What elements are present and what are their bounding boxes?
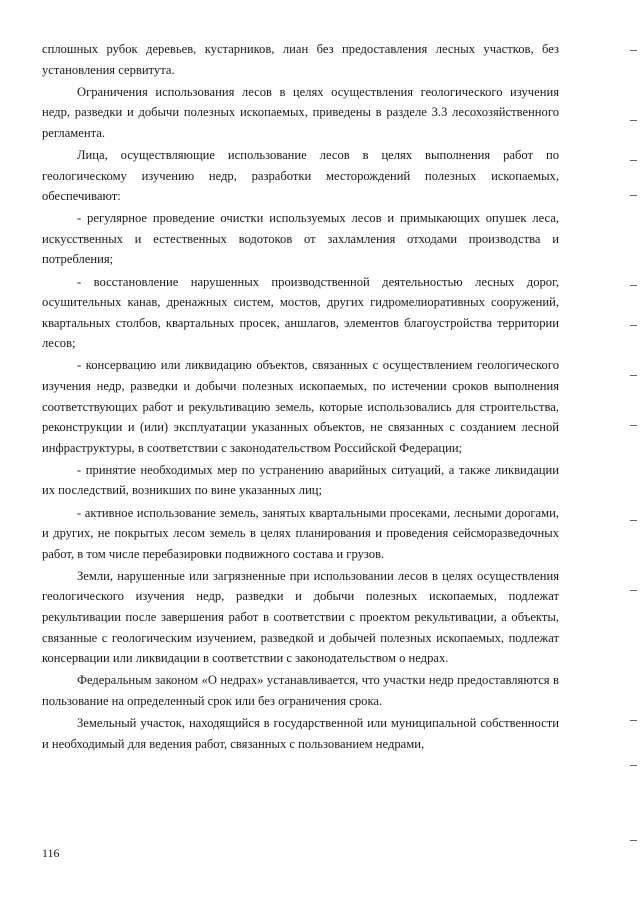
- page-number: 116: [42, 846, 60, 860]
- scan-edge-mark: [630, 590, 637, 591]
- scan-edge-mark: [630, 375, 637, 376]
- scan-edge-mark: [630, 720, 637, 721]
- paragraph-restrictions: Ограничения использования лесов в целях осуществления геологического изучения недр, разведки и добычи полезных ископаемых, приведены в разделе 3.3 лесохозяйственного регламента.: [42, 84, 559, 140]
- scan-edge-mark: [630, 50, 637, 51]
- list-item-restoration: - восстановление нарушенных производственной деятельностью лесных дорог, осушительных канав, дренажных систем, мостов, других гидромелиоративных сооружений, квартальных столбов, квартальных просек, аншлагов, элементов благоустройства территории лесов;: [42, 274, 559, 351]
- list-item-conservation: - консервацию или ликвидацию объектов, связанных с осуществлением геологического изучения недр, разведки и добычи полезных ископаемых, по истечении сроков выполнения соответствующих работ и рекультивацию земель, которые использовались для строительства, реконструкции и (или) эксплуатации указанных объектов, не связанных с созданием лесной инфраструктуры, в соответствии с законодательством Российской Федерации;: [42, 358, 559, 455]
- scan-edge-mark: [630, 160, 637, 161]
- scan-edge-mark: [630, 285, 637, 286]
- body-text: [42, 39, 559, 756]
- list-item-emergency: - принятие необходимых мер по устранению аварийных ситуаций, а также ликвидации их последствий, возникших по вине указанных лиц;: [42, 462, 559, 498]
- scan-edge-mark: [630, 120, 637, 121]
- paragraph-land-plot: Земельный участок, находящийся в государственной или муниципальной собственности и необходимый для ведения работ, связанных с пользованием недрами,: [42, 716, 559, 751]
- paragraph-persons: Лица, осуществляющие использование лесов в целях выполнения работ по геологическому изучению недр, разработки месторождений полезных ископаемых, обеспечивают:: [42, 147, 559, 204]
- paragraph-continuation: сплошных рубок деревьев, кустарников, лиан без предоставления лесных участков, без установления сервитута.: [42, 42, 559, 77]
- scan-edge-mark: [630, 520, 637, 521]
- scan-edge-mark: [630, 840, 637, 841]
- scan-edge-mark: [630, 425, 637, 426]
- list-item-active-use: - активное использование земель, занятых квартальными просеками, лесными дорогами, и других, не покрытых лесом земель в целях планирования и проведения сейсморазведочных работ, в том числе перебазировки подвижного состава и грузов.: [42, 505, 559, 561]
- scan-edge-mark: [630, 765, 637, 766]
- paragraph-lands: Земли, нарушенные или загрязненные при использовании лесов в целях осуществления геологического изучения недр, разведки и добычи полезных ископаемых, подлежат рекультивации после завершения работ в соответствии с проектом рекультивации, а объекты, связанные с геологическим изучением, разведкой и добычей полезных ископаемых, подлежат консервации или ликвидации в соответствии с законодательством о недрах.: [42, 568, 559, 666]
- scan-edge-mark: [630, 325, 637, 326]
- paragraph-federal-law: Федеральным законом «О недрах» устанавливается, что участки недр предоставляются в пользование на определенный срок или без ограничения срока.: [42, 673, 559, 708]
- list-item-cleaning: - регулярное проведение очистки используемых лесов и примыкающих опушек леса, искусственных и естественных водотоков от захламления отходами производства и потребления;: [42, 211, 559, 267]
- scan-edge-mark: [630, 195, 637, 196]
